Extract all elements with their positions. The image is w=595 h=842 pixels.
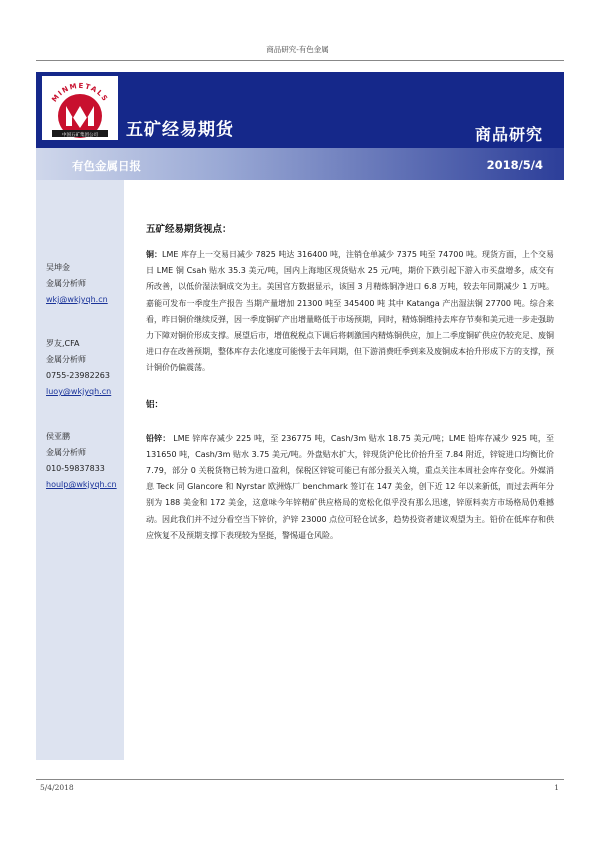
analyst-phone: 010-59837833 — [46, 464, 105, 473]
analyst-card — [46, 429, 117, 493]
analyst-card — [46, 336, 111, 400]
analyst-phone: 0755-23982263 — [46, 371, 110, 380]
copper-text: LME 库存上一交易日减少 7825 吨达 316400 吨，注销仓单减少 7375 吨至 74700 吨。现货方面，上个交易日 LME 铜 Csah 贴水 35.3 美元/吨，国内上海地区现货贴水 25 元/吨，期价下跌引起下游入市买盘增多，成交有所改善，以低价湿法铜成交为主。美国官方数据显示，该国 3 月精炼铜净进口 6.8 万吨，较去年同期减少 1 万吨。嘉能可发布一季度生产报告 当期产量增加 21300 吨至 345400 吨 其中 Katanga 产出湿法铜 27700 吨。综合来看，昨日铜价继续反弹，因一季度铜矿产出增量略低于市场预期，同时，精炼铜维持去库存节奏和美元进一步走强助力下障对铜价形成支撑。展望后市，增值税税点下调后将刺激国内精炼铜供应，加上二季度铜矿供应仍较充足、废铜进口存在改善预期，整体库存去化速度可能慢于去年同期，但下游消费旺季到来及废铜成本抬升形成下方的支撑，预计铜价仍偏震荡。 — [146, 250, 555, 373]
logo-bottom-text: 中国五矿集团公司 — [62, 133, 98, 138]
analyst-name: 罗友,CFA — [46, 339, 80, 348]
lead-zinc-paragraph — [146, 431, 554, 544]
company-name: 五矿经易期货 — [126, 120, 234, 140]
aluminum-title: 铝： — [146, 399, 164, 410]
report-title: 有色金属日报 — [72, 159, 141, 173]
research-label: 商品研究 — [474, 125, 543, 144]
analyst-email[interactable]: luoy@wkjyqh.cn — [46, 387, 112, 396]
analyst-name: 吴坤金 — [46, 263, 70, 272]
analyst-title: 金属分析师 — [46, 448, 86, 457]
logo-arc-text: MINMETALS — [50, 81, 110, 104]
minmetals-logo-icon — [42, 76, 118, 140]
section-title: 五矿经易期货视点： — [146, 224, 232, 235]
copper-label: 铜： — [146, 250, 162, 259]
page-number: 1 — [554, 783, 559, 792]
analyst-email[interactable]: wkj@wkjyqh.cn — [46, 295, 108, 304]
analyst-title: 金属分析师 — [46, 279, 86, 288]
lead-zinc-text: LME 锌库存减少 225 吨，至 236775 吨，Cash/3m 贴水 18.75 美元/吨；LME 铅库存减少 925 吨，至 131650 吨，Cash/3m 贴水 3.75 美元/吨。外盘贴水扩大，锌现货沪伦比价抬升至 7.84 附近，锌锭进口均衡比价 7.79，部分 0 关税货物已转为进口盈利，保税区锌锭可能已有部分报关入境，重点关注本周社会库存变化。外媒消息 Teck 同 Glancore 和 Nyrstar 欧洲炼厂 benchmark 签订在 147 美金，创下近 12 年以来新低，而过去两年分别为 188 美金和 172 美金，这意味今年锌精矿供应格局的宽松化似乎没有那么迅速，锌原料卖方市场格局仍难撼动。因此我们并不过分看空当下锌价，沪锌 23000 点位可轻仓试多，趋势投资者建议观望为主。铅价在低库存和供应恢复不及预期支撑下表现较为坚挺，警惕逼仓风险。 — [146, 433, 554, 540]
analyst-card — [46, 260, 108, 308]
copper-paragraph — [146, 247, 554, 377]
header-divider — [36, 60, 564, 61]
lead-zinc-label: 铅锌： — [146, 433, 171, 443]
analyst-title: 金属分析师 — [46, 355, 86, 364]
running-header: 商品研究-有色金属 — [266, 45, 329, 54]
company-logo — [42, 76, 118, 140]
main-content — [146, 221, 554, 544]
report-date: 2018/5/4 — [486, 158, 543, 172]
analyst-email[interactable]: houlp@wkjyqh.cn — [46, 480, 117, 489]
analyst-name: 侯亚鹏 — [46, 432, 70, 441]
footer-divider — [36, 779, 564, 780]
footer-date: 5/4/2018 — [40, 783, 74, 792]
